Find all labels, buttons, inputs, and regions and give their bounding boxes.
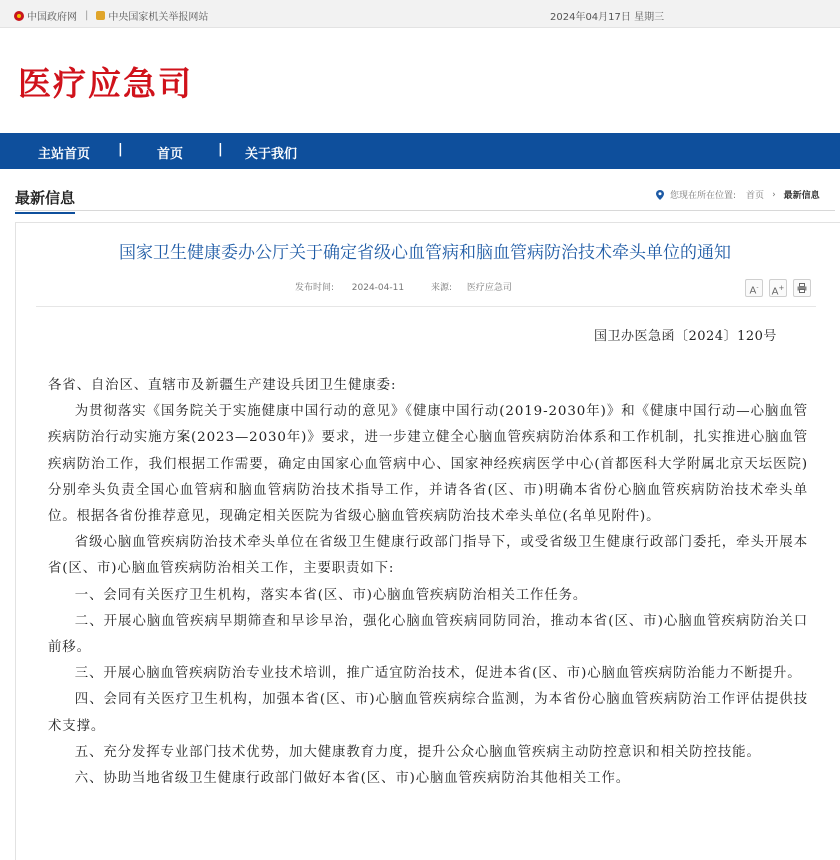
meta-divider	[36, 306, 816, 307]
nav-about[interactable]: 关于我们	[245, 147, 298, 162]
article-meta	[295, 280, 536, 293]
duty-item: 一、会同有关医疗卫生机构，落实本省(区、市)心脑血管疾病防治相关工作任务。	[74, 587, 588, 603]
gov-portal-link[interactable]: 中国政府网	[27, 12, 77, 23]
publish-date: 2024-04-11	[351, 283, 405, 293]
duty-item: 四、会同有关医疗卫生机构，加强本省(区、市)心脑血管疾病综合监测，为本省份心脑血管疾病防治工作评估提供技术支撑。	[48, 692, 808, 734]
source-value: 医疗应急司	[466, 283, 512, 293]
document-number: 国卫办医急函〔2024〕120号	[594, 329, 777, 344]
duty-item: 二、开展心脑血管疾病早期筛查和早诊早治，强化心脑血管疾病同防同治，推动本省(区、市)心脑血管疾病防治关口前移。	[48, 613, 808, 656]
article-body	[48, 373, 808, 792]
salutation: 各省、自治区、直辖市及新疆生产建设兵团卫生健康委:	[48, 378, 397, 393]
font-increase-button[interactable]: A+	[769, 279, 787, 297]
article-title: 国家卫生健康委办公厅关于确定省级心血管病和脑血管病防治技术牵头单位的通知	[119, 243, 731, 263]
breadcrumb-current: 最新信息	[783, 191, 820, 201]
breadcrumb-home[interactable]: 首页	[746, 191, 765, 201]
duty-item: 三、开展心脑血管疾病防治专业技术培训，推广适宜防治技术，促进本省(区、市)心脑血管疾病防治能力不断提升。	[74, 666, 802, 682]
top-bar: 中国政府网 | 中央国家机关举报网站 2024年04月17日 星期三	[0, 0, 840, 28]
breadcrumb-prefix: 您现在所在位置:	[670, 191, 737, 201]
report-site-icon	[96, 11, 105, 20]
source-label: 来源:	[430, 283, 453, 293]
section-title: 最新信息	[15, 187, 75, 214]
breadcrumb	[656, 188, 820, 201]
duty-item: 六、协助当地省级卫生健康行政部门做好本省(区、市)心脑血管疾病防治其他相关工作。	[74, 771, 631, 787]
print-icon	[797, 283, 807, 293]
nav-index[interactable]: 首页	[157, 147, 184, 162]
body-paragraph: 省级心脑血管疾病防治技术牵头单位在省级卫生健康行政部门指导下，或受省级卫生健康行政部门委托，牵头开展本省(区、市)心脑血管疾病防治相关工作，主要职责如下:	[48, 535, 808, 577]
section-divider	[15, 210, 835, 211]
print-button[interactable]	[793, 279, 811, 297]
national-emblem-icon	[14, 11, 24, 21]
font-decrease-button[interactable]: A-	[745, 279, 763, 297]
body-paragraph: 为贯彻落实《国务院关于实施健康中国行动的意见》《健康中国行动(2019-2030年)》和《健康中国行动—心脑血管疾病防治行动实施方案(2023—2030年)》要求，进一步建立健全心脑血管疾病防治体系和工作机制，扎实推进心脑血管疾病防治工作，我们根据工作需要，确定由国家心血管病中心、国家神经疾病医学中心(首都医科大学附属北京天坛医院)分别牵头负责全国心血管病和脑血管病防治技术指导工作，并请各省(区、市)明确本省份心脑血管疾病防治技术牵头单位。根据各省份推荐意见，现确定相关医院为省级心脑血管疾病防治技术牵头单位(名单见附件)。	[48, 404, 808, 525]
article-tools	[745, 279, 811, 297]
site-logo[interactable]: 医疗应急司	[18, 64, 193, 103]
main-nav: 主站首页 | 首页 | 关于我们	[0, 133, 840, 169]
duty-item: 五、充分发挥专业部门技术优势，加大健康教育力度，提升公众心脑血管疾病主动防控意识和相关防控技能。	[74, 744, 761, 760]
chevron-right-icon: ›	[772, 189, 776, 200]
report-site-link[interactable]: 中央国家机关举报网站	[108, 12, 209, 23]
publish-label: 发布时间:	[295, 283, 335, 293]
current-date: 2024年04月17日 星期三	[550, 12, 665, 23]
nav-main-home[interactable]: 主站首页	[38, 147, 91, 162]
location-pin-icon	[656, 190, 664, 200]
